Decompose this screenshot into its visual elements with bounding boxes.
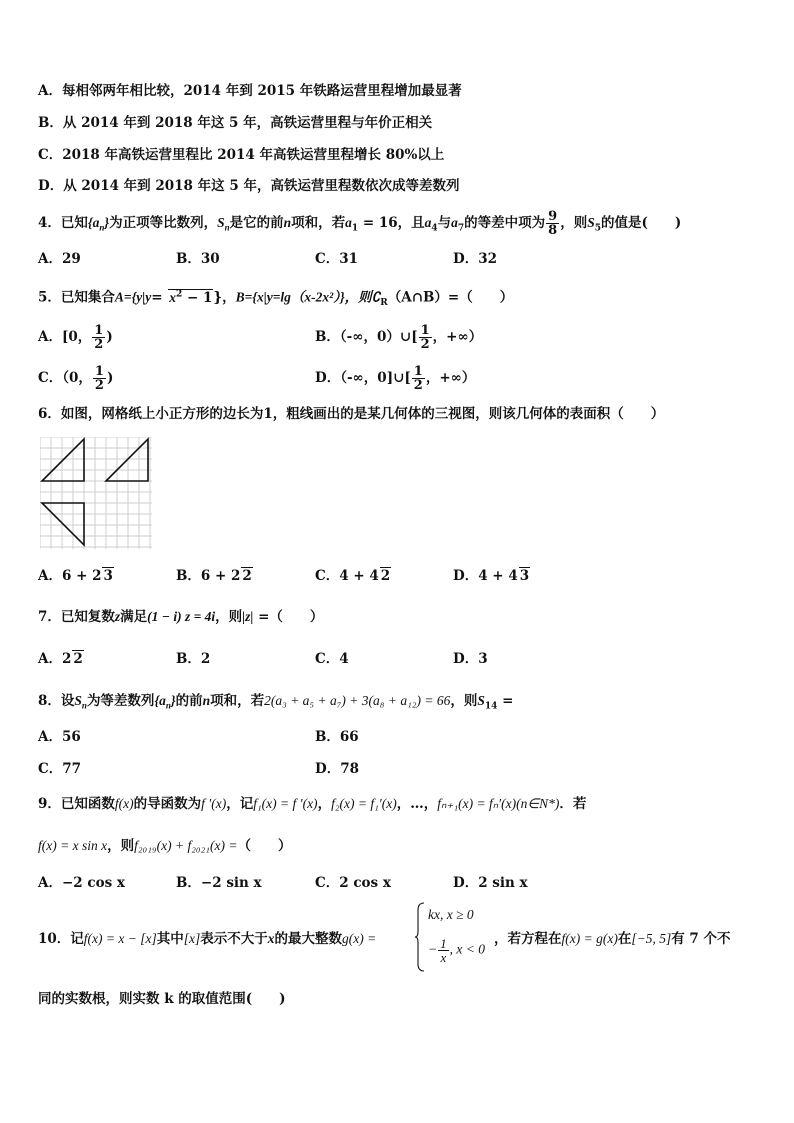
- q6-option-b: B．6 + 2 2: [176, 568, 252, 584]
- side-view-triangle: [106, 439, 148, 481]
- question-6-stem: 6．如图，网格纸上小正方形的边长为1，粗线画出的是某几何体的三视图，则该几何体的表面积（ ）: [38, 406, 665, 422]
- q5-option-d: D．（-∞，0]∪[ $\frac{1}{2}$ ，+∞）: [315, 364, 476, 393]
- q5-option-c: C．（0， $\frac{1}{2}$ ): [38, 364, 114, 393]
- q4-option-d: D．32: [453, 251, 497, 267]
- q6-option-a: A．6 + 2 3: [38, 568, 113, 584]
- front-view-triangle: [42, 439, 84, 481]
- piecewise-case-2: − $\frac{1}{x}$ , x < 0: [428, 936, 485, 965]
- three-view-figure: [40, 437, 152, 549]
- q9-option-a: A．−2 cos x: [38, 875, 125, 891]
- question-9-line-1: 9．已知函数f(x)的导函数为f ′(x)，记f₁(x) = f ′(x)，f₂(x) = f₁′(x)，…，fₙ₊₁(x) = fₙ′(x)(n∈N*)．若: [38, 796, 587, 812]
- fraction-9-8: $\frac{9}{8}$: [548, 209, 558, 238]
- question-9-line-2: f(x) = x sin x，则f₂₀₁₉(x) + f₂₀₂₁(x) =（ ）: [38, 838, 292, 854]
- q4-option-c: C．31: [315, 251, 359, 267]
- q8-option-b: B．66: [315, 729, 359, 745]
- piecewise-brace: [415, 902, 425, 972]
- q9-option-d: D．2 sin x: [453, 875, 528, 891]
- three-view-grid: [40, 437, 152, 549]
- option-b: B．从 2014 年到 2018 年这 5 年，高铁运营里程与年价正相关: [38, 115, 433, 131]
- q9-option-b: B．−2 sin x: [176, 875, 262, 891]
- top-view-triangle: [42, 503, 84, 545]
- q8-option-d: D．78: [315, 761, 359, 777]
- question-7-stem: 7．已知复数z满足(1 − i) z = 4i，则|z| =（ ）: [38, 609, 324, 625]
- question-10-stem: 10．记f(x) = x − [x]其中[x]表示不大于x的最大整数g(x) =: [38, 931, 377, 947]
- option-c: C．2018 年高铁运营里程比 2014 年高铁运营里程增长 80%以上: [38, 147, 445, 163]
- q4-option-b: B．30: [176, 251, 220, 267]
- sqrt-expression: $x^2 - 1$: [169, 289, 213, 306]
- option-d: D．从 2014 年到 2018 年这 5 年，高铁运营里程数依次成等差数列: [38, 178, 460, 194]
- question-10-line-2: 同的实数根，则实数 k 的取值范围( ): [38, 991, 286, 1007]
- q5-option-a: A．[0， $\frac{1}{2}$ ): [38, 323, 113, 352]
- q6-option-d: D．4 + 4 3: [453, 568, 530, 584]
- q7-option-c: C．4: [315, 651, 349, 667]
- q7-option-d: D．3: [453, 651, 488, 667]
- q7-option-a: A．2 2: [38, 651, 83, 667]
- question-10-stem-tail: ，若方程在f(x) = g(x)在[−5, 5]有 7 个不: [494, 931, 731, 947]
- q4-option-a: A．29: [38, 251, 81, 267]
- q8-option-a: A．56: [38, 729, 81, 745]
- question-5-stem: 5．已知集合$A=\{y|y= x^2 - 1\}$，B={x|y=lg（x-2x²）}，则$∁_R(A\cap B)=$（ ）: [38, 289, 514, 309]
- piecewise-case-1: kx, x ≥ 0: [428, 907, 474, 922]
- q6-option-c: C．4 + 4 2: [315, 568, 391, 584]
- q8-option-c: C．77: [38, 761, 82, 777]
- q9-option-c: C．2 cos x: [315, 875, 391, 891]
- q7-option-b: B．2: [176, 651, 211, 667]
- option-a: A．每相邻两年相比较，2014 年到 2015 年铁路运营里程增加最显著: [38, 83, 462, 99]
- question-4-stem: 4．已知$\{a_n\}$为正项等比数列，$S_n$是它的前n项和，若$a_1 = 16$，且$a_4$与$a_7$的等差中项为 $\frac{9}{8}$ ，则$S_5$的值是( ): [38, 209, 682, 238]
- question-8-stem: 8．设$S_n$为等差数列$\{a_n\}$的前n项和，若2(a₃ + a₅ + a₇) + 3(a₈ + a₁₂) = 66，则$S_{14}$ =: [38, 693, 514, 712]
- q5-option-b: B．（-∞，0）∪[ $\frac{1}{2}$ ，+∞）: [315, 323, 483, 352]
